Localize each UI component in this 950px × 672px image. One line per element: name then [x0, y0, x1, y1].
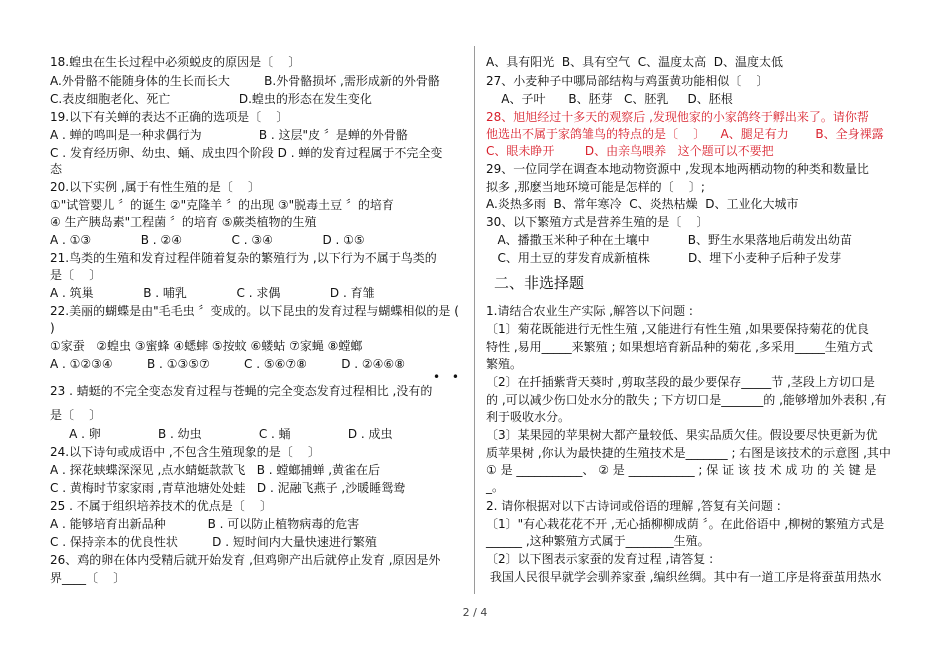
part2-q1-1-line2: 特性 ,易用_____来繁殖 ; 如果想培育新品种的菊花 ,多采用_____生殖方式 [486, 340, 873, 354]
q25-stem: 25 . 不属于组织培养技术的优点是〔 〕 [50, 499, 272, 513]
part2-q1-2-line2: 的 ,可以减少伤口处水分的散失 ; 下方切口是_______的 ,能够增加外表积 ,有 [486, 393, 887, 407]
part2-q2-2-line1: 〔2〕以下图表示家蚕的发育过程 ,请答复 : [486, 552, 714, 566]
q30-options-ab: A、播撒玉米种子种在土壤中 B、野生水果落地后萌发出幼苗 [486, 233, 853, 247]
q28-stem: 28、旭旭经过十多天的观察后 ,发现他家的小家鸽终于孵出来了。请你帮 [486, 110, 869, 124]
emphasis-dots: • • [433, 370, 463, 384]
q23-stem: 23 . 蜻蜓的不完全变态发育过程与苍蝇的完全变态发育过程相比 ,没有的 [50, 384, 433, 398]
q18-options-ab: A.外骨骼不能随身体的生长而长大 B.外骨骼损坏 ,需形成新的外骨骼 [50, 74, 440, 88]
q26-stem: 26、鸡的卵在体内受精后就开始发育 ,但鸡卵产出后就停止发育 ,原因是外 [50, 553, 441, 567]
q18-stem: 18.蝗虫在生长过程中必须蜕皮的原因是〔 〕 [50, 55, 301, 69]
part2-q1-1-line3: 繁殖。 [486, 357, 523, 371]
q22-stem-cont: ) [50, 321, 55, 335]
q22-options: A . ①②③④ B . ①③⑤⑦ C . ⑤⑥⑦⑧ D . ②④⑥⑧ [50, 357, 405, 371]
q28-stem-options: 他选出不属于家鸽雏鸟的特点的是〔 〕 A、腿足有力 B、全身裸露 [486, 127, 884, 141]
q23-stem-cont: 是〔 〕 [50, 408, 102, 422]
q21-stem: 21.鸟类的生殖和发育过程伴随着复杂的繁殖行为 ,以下行为不属于鸟类的 [50, 251, 437, 265]
part2-q1-3-line1: 〔3〕某果园的苹果树大都产量较低、果实品质欠佳。假设要尽快更新为优 [486, 428, 878, 442]
q24-options-ab: A . 探花蛱蝶深深见 ,点水蜻蜓款款飞 B . 螳螂捕蝉 ,黄雀在后 [50, 463, 381, 477]
part2-q1-stem: 1.请结合农业生产实际 ,解答以下问题 : [486, 304, 693, 318]
q19-options-cd-cont: 态 [50, 162, 63, 176]
q27-options: A、子叶 B、胚芽 C、胚乳 D、胚根 [486, 92, 733, 106]
q23-options: A . 卵 B . 幼虫 C . 蛹 D . 成虫 [50, 427, 393, 441]
q27-stem: 27、小麦种子中哪局部结构与鸡蛋黄功能相似〔 〕 [486, 74, 769, 88]
part2-q1-2-line3: 利于吸收水分。 [486, 410, 571, 424]
q19-options-cd: C . 发育经历卵、幼虫、蛹、成虫四个阶段 D . 蝉的发育过程属于不完全变 [50, 146, 443, 160]
q24-stem: 24.以下诗句或成语中 ,不包含生殖现象的是〔 〕 [50, 445, 320, 459]
q29-options: A.炎热多雨 B、常年寒冷 C、炎热枯燥 D、工业化大城市 [486, 197, 799, 211]
q21-options: A . 筑巢 B . 哺乳 C . 求偶 D . 育雏 [50, 286, 375, 300]
q18-options-cd: C.表皮细胞老化、死亡 D.蝗虫的形态在发生变化 [50, 92, 372, 106]
q19-stem: 19.以下有关蝉的表达不正确的选项是〔 〕 [50, 110, 289, 124]
q22-items: ①家蚕 ②蝗虫 ③蜜蜂 ④蟋蟀 ⑤按蚊 ⑥蝼蛄 ⑦家蝇 ⑧螳螂 [50, 339, 363, 353]
q21-stem-cont: 是〔 〕 [50, 268, 102, 282]
part2-q2-stem: 2. 请你根据对以下古诗词或俗语的理解 ,答复有关问题 : [486, 499, 781, 513]
part2-q1-1-line1: 〔1〕菊花既能进行无性生殖 ,又能进行有性生殖 ,如果要保持菊花的优良 [486, 322, 869, 336]
part2-q1-3-line4: _。 [486, 480, 505, 494]
part2-q1-3-line2: 质苹果树 ,你认为最快捷的生殖技术是_______ ; 右图是该技术的示意图 ,其中 [486, 446, 891, 460]
part2-q2-1-line1: 〔1〕"有心栽花花不开 ,无心插柳柳成荫 〞。在此俗语中 ,柳树的繁殖方式是 [486, 517, 885, 531]
q20-items-1: ①"试管婴儿 〞的诞生 ②"克隆羊 〞的出现 ③"脱毒土豆 〞的培育 [50, 198, 394, 212]
q20-items-2: ④ 生产胰岛素"工程菌 〞的培育 ⑤蕨类植物的生殖 [50, 215, 317, 229]
page-number: 2 / 4 [462, 606, 488, 619]
column-divider [474, 46, 475, 594]
q19-options-ab: A . 蝉的鸣叫是一种求偶行为 B . 这层"皮 〞是蝉的外骨骼 [50, 128, 408, 142]
q22-stem: 22.美丽的蝴蝶是由"毛毛虫 〞变成的。以下昆虫的发育过程与蝴蝶相似的是 ( [50, 304, 459, 318]
section-heading: 二、非选择题 [494, 274, 585, 292]
part2-q2-1-line2: ______ ,这种繁殖方式属于________生殖。 [486, 534, 710, 548]
q30-stem: 30、以下繁殖方式是营养生殖的是〔 〕 [486, 215, 709, 229]
q25-options-cd: C . 保持亲本的优良性状 D . 短时间内大量快速进行繁殖 [50, 535, 377, 549]
q25-options-ab: A . 能够培育出新品种 B . 可以防止植物病毒的危害 [50, 517, 360, 531]
part2-q1-2-line1: 〔2〕在扦插紫背天葵时 ,剪取茎段的最少要保存_____节 ,茎段上方切口是 [486, 375, 875, 389]
q26-options: A、具有阳光 B、具有空气 C、温度太高 D、温度太低 [486, 55, 783, 69]
q20-stem: 20.以下实例 ,属于有性生殖的是〔 〕 [50, 180, 260, 194]
q26-stem-cont: 界____〔 〕 [50, 571, 126, 585]
part2-q1-3-line3: ① 是 ___________、 ② 是 ___________ ; 保 证 该 技 术 成 功 的 关 键 是 [486, 463, 877, 477]
q29-stem: 29、一位同学在调查本地动物资源中 ,发现本地两栖动物的种类和数量比 [486, 162, 869, 176]
q20-options: A . ①③ B . ②④ C . ③④ D . ①⑤ [50, 233, 365, 247]
part2-q2-2-line2: 我国人民很早就学会驯养家蚕 ,编织丝绸。其中有一道工序是将蚕茧用热水 [486, 570, 882, 584]
q28-options-note: C、眼未睁开 D、由亲鸟喂养 这个题可以不要把 [486, 144, 774, 158]
q29-stem-cont: 拟多 ,那麽当地环境可能是怎样的〔 〕; [486, 180, 705, 194]
q24-options-cd: C . 黄梅时节家家雨 ,青草池塘处处蛙 D . 泥融飞燕子 ,沙暖睡鸳鸯 [50, 481, 406, 495]
q30-options-cd: C、用土豆的芽发育成新植株 D、埋下小麦种子后种子发芽 [486, 251, 842, 265]
